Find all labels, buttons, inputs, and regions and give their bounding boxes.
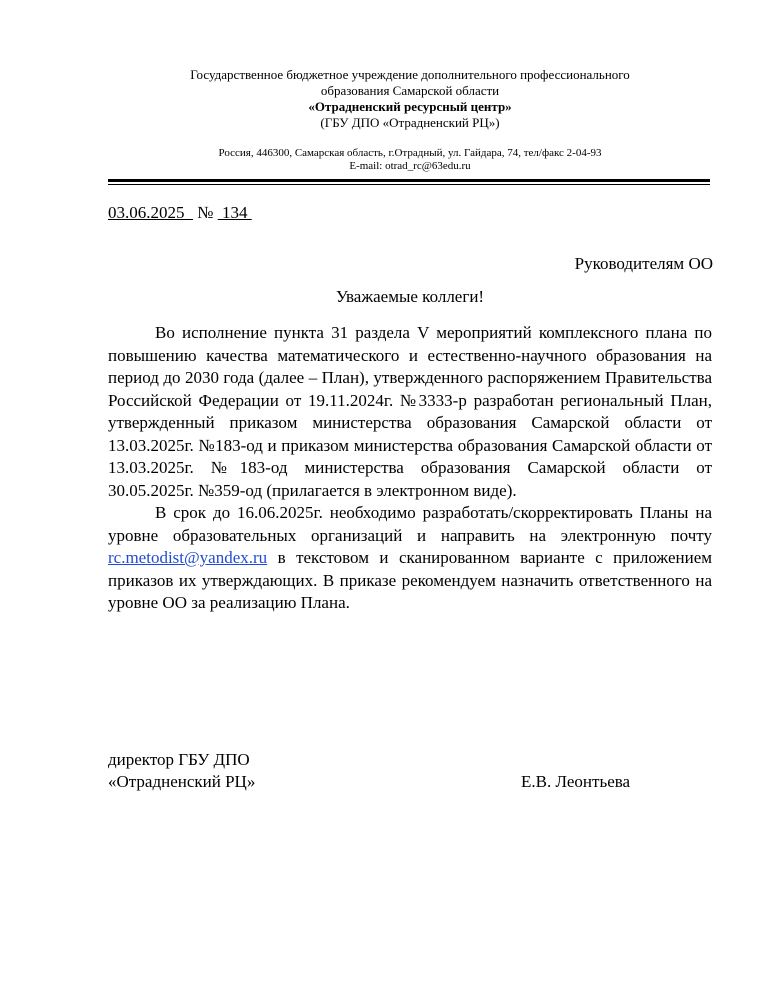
letterhead-email: E-mail: otrad_rc@63edu.ru xyxy=(349,160,471,172)
outgoing-date: 03.06.2025 xyxy=(108,203,185,222)
signature-title xyxy=(108,749,255,793)
letterhead-org-line2: образования Самарской области xyxy=(320,83,500,98)
signature-name: Е.В. Леонтьева xyxy=(521,772,631,791)
letterhead-org-line1: Государственное бюджетное учреждение дополнительного профессионального xyxy=(190,67,630,82)
signature-title-line1: директор ГБУ ДПО xyxy=(108,750,250,769)
letterhead-org-abbrev: (ГБУ ДПО «Отрадненский РЦ») xyxy=(320,115,500,130)
signature-title-line2: «Отрадненский РЦ» xyxy=(108,772,256,791)
outgoing-number-sign: № xyxy=(197,203,214,222)
body-paragraph-2 xyxy=(108,502,712,615)
body-paragraph-2-start: В срок до 16.06.2025г. необходимо разработать/скорректировать Планы на уровне образовательных организаций и направить на электронную почту xyxy=(108,503,712,545)
letterhead xyxy=(108,67,712,173)
letterhead-divider-thin xyxy=(108,184,710,185)
body-paragraph-1: Во исполнение пункта 31 раздела V мероприятий комплексного плана по повышению качества математического и естественно-научного образования на период до 2030 года (далее – План), утвержденного распоряжением Правительства Российской Федерации от 19.11.2024г. №3333-р разработан региональный План, утвержденный приказом министерства образования Самарской области от 13.03.2025г. №183-од и приказом министерства образования Самарской области от 13.03.2025г. №183-од министерства образования Самарской области от 30.05.2025г. №359-од (прилагается в электронном виде). xyxy=(108,323,712,500)
email-link[interactable]: rc.metodist@yandex.ru xyxy=(108,548,268,567)
recipient: Руководителям ОО xyxy=(574,254,713,273)
outgoing-number xyxy=(108,203,252,223)
letterhead-org-name: «Отрадненский ресурсный центр» xyxy=(308,99,512,114)
body-paragraph-2-end: в текстовом и сканированном варианте с приложением приказов их утверждающих. В приказе рекомендуем назначить ответственного на уровне ОО за реализацию Плана. xyxy=(108,548,712,612)
letterhead-divider-thick xyxy=(108,179,710,182)
letterhead-address: Россия, 446300, Самарская область, г.Отрадный, ул. Гайдара, 74, тел/факс 2-04-93 xyxy=(218,147,602,159)
outgoing-number-value: 134 xyxy=(221,203,248,222)
letter-body xyxy=(108,322,712,615)
greeting: Уважаемые коллеги! xyxy=(335,287,485,306)
